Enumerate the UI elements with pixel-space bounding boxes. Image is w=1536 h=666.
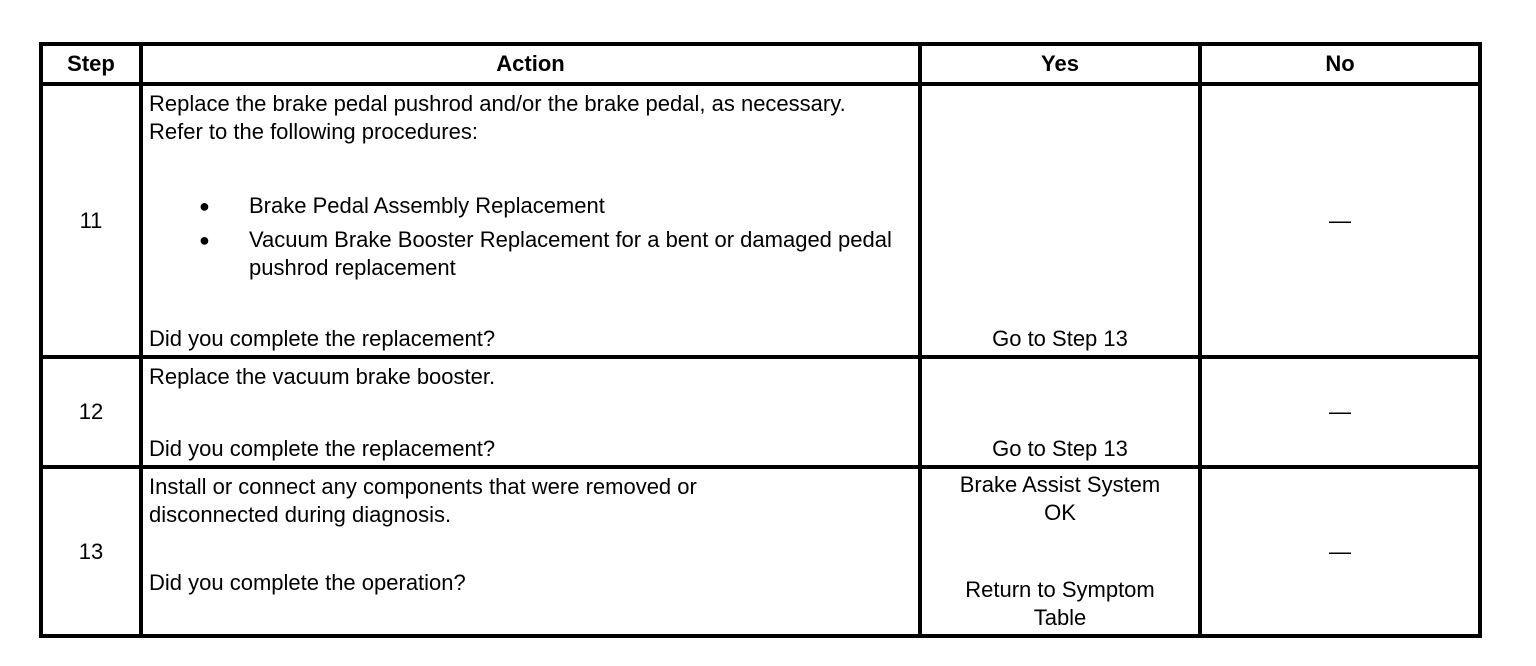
step-number: 12	[41, 357, 141, 467]
action-cell	[141, 84, 920, 357]
header-yes: Yes	[920, 44, 1200, 84]
table-row	[41, 467, 1480, 636]
action-cell	[141, 467, 920, 636]
yes-cell	[920, 357, 1200, 467]
list-item	[149, 226, 912, 282]
procedure-list	[149, 192, 912, 282]
yes-cell	[920, 84, 1200, 357]
step-number: 11	[41, 84, 141, 357]
table-row	[41, 357, 1480, 467]
header-step: Step	[41, 44, 141, 84]
yes-result-alt: Return to Symptom Table	[965, 577, 1155, 630]
no-result: —	[1200, 84, 1480, 357]
action-cell	[141, 357, 920, 467]
list-item	[149, 192, 912, 220]
action-question: Did you complete the replacement?	[149, 436, 496, 461]
yes-cell	[920, 467, 1200, 636]
diagnostic-table	[39, 42, 1482, 638]
yes-result: Go to Step 13	[992, 326, 1128, 351]
table-row	[41, 84, 1480, 357]
header-row	[41, 44, 1480, 84]
action-intro: Replace the brake pedal pushrod and/or the brake pedal, as necessary. Refer to the following procedures:	[149, 91, 846, 144]
action-question: Did you complete the operation?	[149, 570, 466, 595]
procedure-link[interactable]: Brake Pedal Assembly Replacement	[249, 193, 605, 218]
yes-result: Go to Step 13	[992, 436, 1128, 461]
action-intro: Install or connect any components that were removed or disconnected during diagnosis.	[149, 474, 697, 527]
header-no: No	[1200, 44, 1480, 84]
action-question: Did you complete the replacement?	[149, 326, 496, 351]
yes-result: Brake Assist System OK	[959, 472, 1161, 525]
no-result: —	[1200, 357, 1480, 467]
no-result: —	[1200, 467, 1480, 636]
bullet-icon: ●	[199, 196, 210, 216]
procedure-link[interactable]: Vacuum Brake Booster Replacement for a bent or damaged pedal pushrod replacement	[249, 227, 892, 280]
header-action: Action	[141, 44, 920, 84]
action-intro: Replace the vacuum brake booster.	[149, 364, 496, 389]
bullet-icon: ●	[199, 230, 210, 250]
step-number: 13	[41, 467, 141, 636]
